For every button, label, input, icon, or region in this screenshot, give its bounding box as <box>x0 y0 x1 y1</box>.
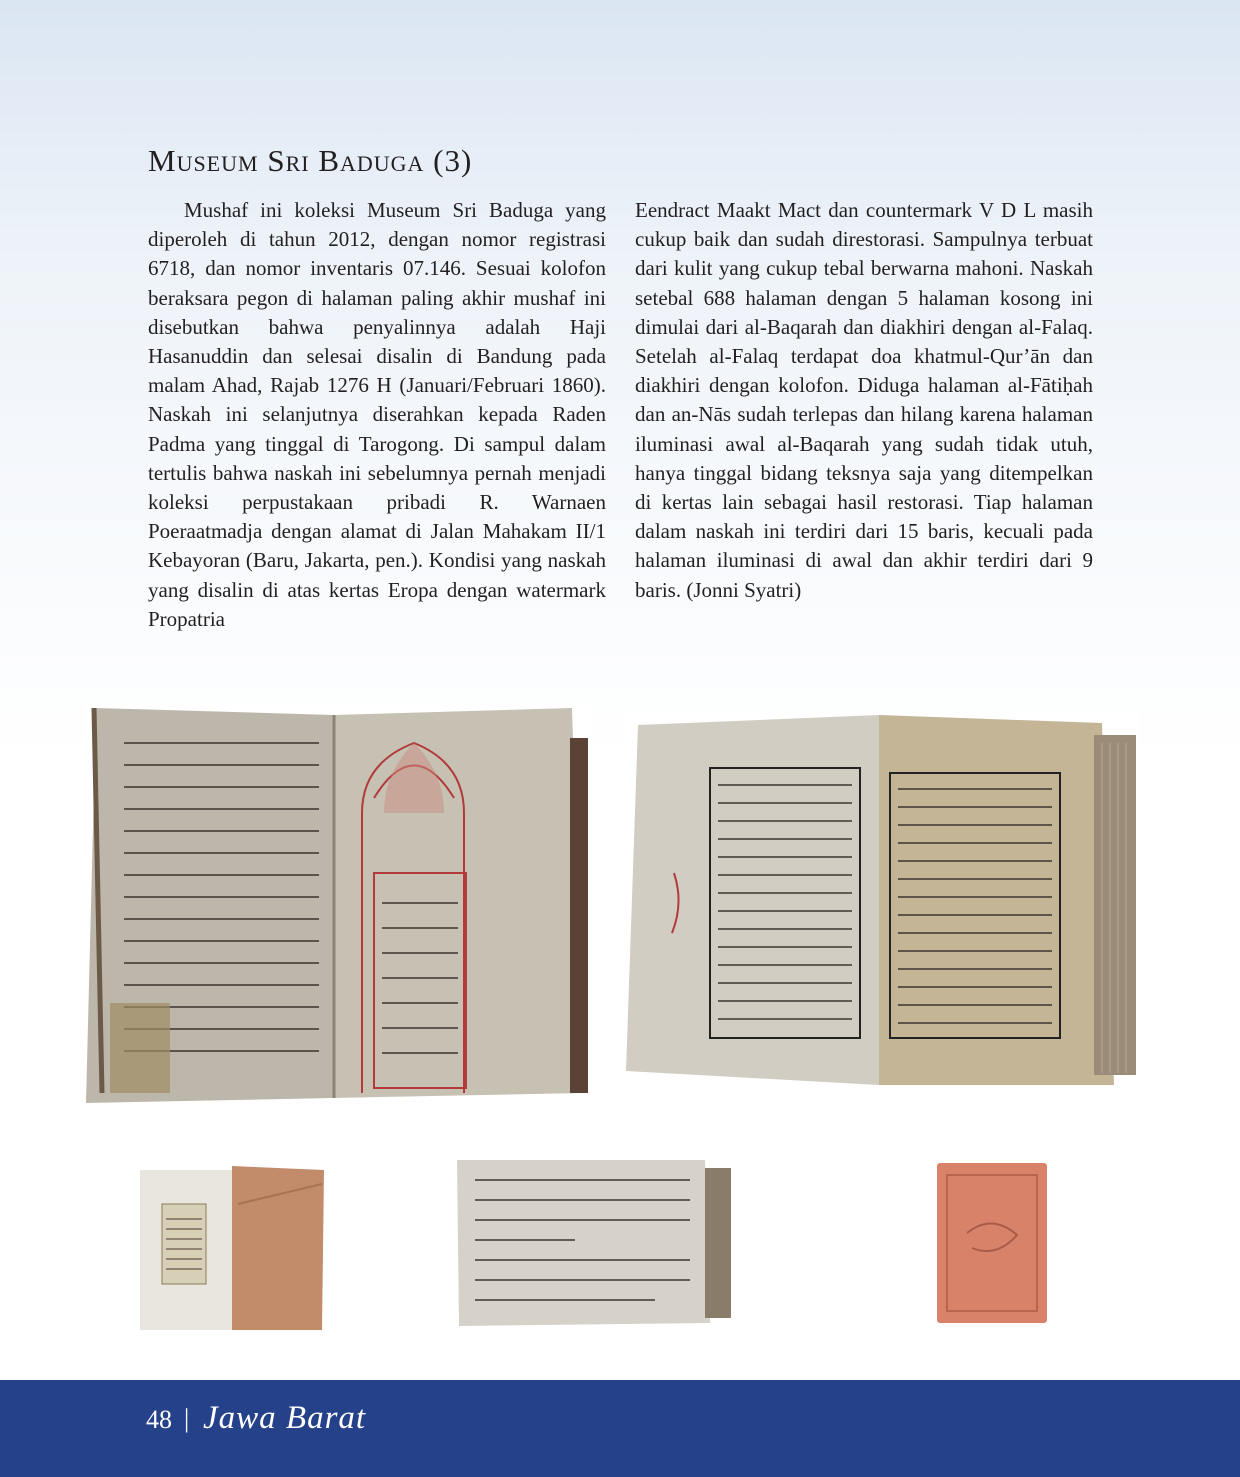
page-number: 48 <box>146 1405 172 1434</box>
manuscript-photo-leather-cover <box>937 1163 1047 1323</box>
body-column-left: Mushaf ini koleksi Museum Sri Baduga yang diperoleh di tahun 2012, dengan nomor registrasi 6718, dan nomor inventaris 07.146. Sesuai kolofon beraksara pegon di halaman paling akhir mushaf ini disebutkan bahwa penyalinnya adalah Haji Hasanuddin dan selesai disalin di Bandung pada malam Ahad, Rajab 1276 H (Januari/Februari 1860). Naskah ini selanjutnya diserahkan kepada Raden Padma yang tinggal di Tarogong. Di sampul dalam tertulis bahwa naskah ini sebelumnya pernah menjadi koleksi perpustakaan pribadi R. Warnaen Poeraatmadja dengan alamat di Jalan Mahakam II/1 Kebayoran (Baru, Jakarta, pen.). Kondisi yang naskah yang disalin di atas kertas Eropa dengan watermark Propatria <box>148 198 606 631</box>
publication-region: Jawa Barat <box>203 1400 367 1436</box>
body-column-right: Eendract Maakt Mact dan countermark V D L masih cukup baik dan sudah direstorasi. Sampulnya terbuat dari kulit yang cukup tebal berwarna mahoni. Naskah setebal 688 halaman dengan 5 halaman kosong ini dimulai dari al-Baqarah dan diakhiri dengan al-Falaq. Setelah al-Falaq terdapat doa khatmul-Qur’ān dan diakhiri dengan kolofon. Diduga halaman al-Fātiḥah dan an-Nās sudah terlepas dan hilang karena halaman iluminasi awal al-Baqarah yang sudah tidak utuh, hanya tinggal bidang teksnya saja yang ditempelkan di kertas lain sebagai hasil restorasi. Tiap halaman dalam naskah ini terdiri dari 15 baris, kecuali pada halaman iluminasi di awal dan akhir terdiri dari 9 baris. (Jonni Syatri) <box>635 198 1093 602</box>
page-title: Museum Sri Baduga (3) <box>148 143 473 178</box>
manuscript-photo-colophon <box>455 1158 733 1328</box>
manuscript-photo-framed-pages <box>624 713 1140 1090</box>
footer-separator: | <box>184 1404 190 1433</box>
manuscript-photo-inner-cover <box>138 1164 328 1334</box>
manuscript-photo-illuminated-opening <box>84 703 590 1103</box>
